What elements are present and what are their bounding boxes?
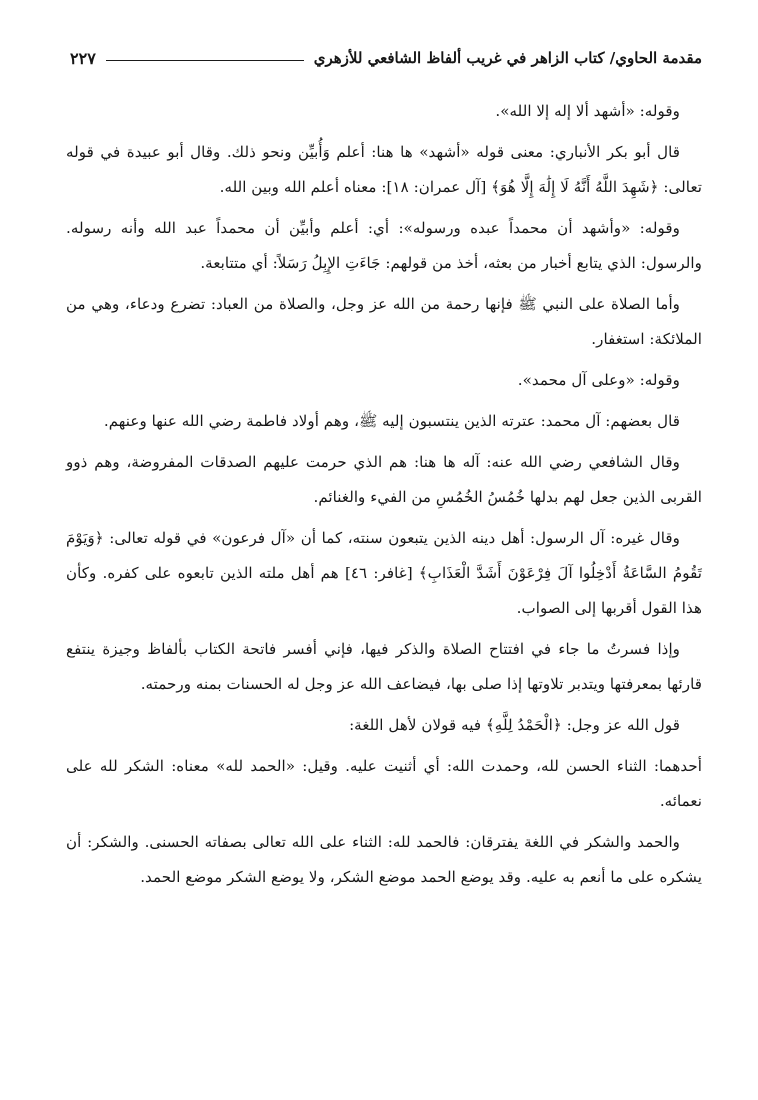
paragraph: قول الله عز وجل: ﴿الْحَمْدُ لِلَّهِ﴾ فيه قولان لأهل اللغة: — [349, 716, 680, 734]
page-body — [66, 94, 702, 901]
header-title: مقدمة الحاوي/ كتاب الزاهر في غريب ألفاظ الشافعي للأزهري — [313, 49, 702, 67]
paragraph: والحمد والشكر في اللغة يفترقان: فالحمد لله: الثناء على الله تعالى بصفاته الحسنى. والشكر: أن يشكره على ما أنعم به عليه. وقد يوضع الحمد موضع الشكر، ولا يوضع الشكر موضع الحمد. — [66, 833, 702, 886]
paragraph: وقوله: «وأشهد أن محمداً عبده ورسوله»: أي: أعلم وأبيِّن أن محمداً عبد الله وأنه رسوله. والرسول: الذي يتابع أخبار من بعثه، أخذ من قولهم: جَاءَتِ الإِبِلُ رَسَلاً: أي متتابعة. — [66, 219, 702, 272]
paragraph: وإذا فسرتُ ما جاء في افتتاح الصلاة والذكر فيها، فإني أفسر فاتحة الكتاب بألفاظ وجيزة ينتفع قارئها بمعرفتها ويتدبر تلاوتها إذا صلى بها، فيضاعف الله عز وجل له الحسنات بمنه ورحمته. — [66, 640, 702, 693]
paragraph: قال بعضهم: آل محمد: عترته الذين ينتسبون إليه ﷺ، وهم أولاد فاطمة رضي الله عنها وعنهم. — [103, 412, 680, 430]
running-header — [70, 46, 702, 70]
paragraph: قال أبو بكر الأنباري: معنى قوله «أشهد» ها هنا: أعلم وَأُبيِّن ونحو ذلك. وقال أبو عبيدة في قوله تعالى: ﴿شَهِدَ اللَّهُ أَنَّهُ لَا إِلَٰهَ إِلَّا هُوَ﴾ [آل عمران: ١٨]: معناه أعلم الله وبين الله. — [66, 143, 702, 196]
paragraph: وقوله: «وعلى آل محمد». — [517, 371, 680, 389]
paragraph: وقوله: «أشهد ألا إله إلا الله». — [495, 102, 680, 120]
paragraph: وقال غيره: آل الرسول: أهل دينه الذين يتبعون سنته، كما أن «آل فرعون» في قوله تعالى: ﴿وَيَوْمَ تَقُومُ السَّاعَةُ أَدْخِلُوا آلَ فِرْعَوْنَ أَشَدَّ الْعَذَابِ﴾ [غافر: ٤٦] هم أهل ملته الذين تابعوه على كفره. وكأن هذا القول أقربها إلى الصواب. — [66, 529, 702, 617]
header-rule — [106, 60, 304, 61]
paragraph: أحدهما: الثناء الحسن لله، وحمدت الله: أي أثنيت عليه. وقيل: «الحمد لله» معناه: الشكر لله على نعمائه. — [66, 757, 702, 810]
page-number: ٢٢٧ — [70, 48, 96, 68]
paragraph: وقال الشافعي رضي الله عنه: آله ها هنا: هم الذي حرمت عليهم الصدقات المفروضة، وهم ذوو القربى الذين جعل لهم بدلها خُمُسُ الخُمُسِ من الفيء والغنائم. — [66, 453, 702, 506]
paragraph: وأما الصلاة على النبي ﷺ فإنها رحمة من الله عز وجل، والصلاة من العباد: تضرع ودعاء، وهي من الملائكة: استغفار. — [66, 295, 702, 348]
